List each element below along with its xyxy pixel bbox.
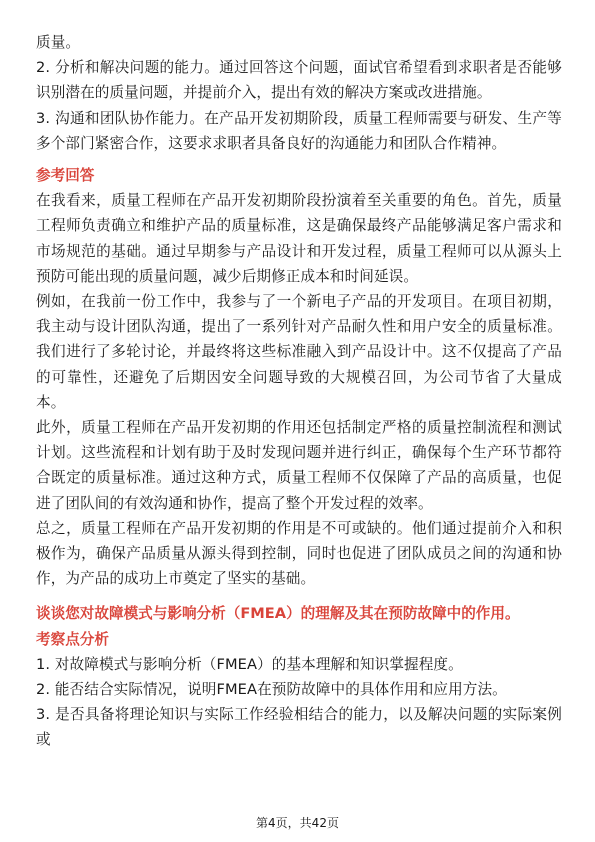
intro-line-1: 质量。 xyxy=(36,34,81,51)
analysis-point-2: 2. 能否结合实际情况，说明FMEA在预防故障中的具体作用和应用方法。 xyxy=(36,681,507,699)
reference-paragraph-1: 在我看来，质量工程师在产品开发初期阶段扮演着至关重要的角色。首先，质量工程师负责确立和维护产品的质量标准，这是确保最终产品能够满足客户需求和市场规范的基础。通过早期参与产品设计和开发过程，质量工程师可以从源头上预防可能出现的质量问题，减少后期修正成本和时间延误。 xyxy=(36,192,562,285)
reference-paragraph-4: 总之，质量工程师在产品开发初期的作用是不可或缺的。他们通过提前介入和积极作为，确保产品质量从源头得到控制，同时也促进了团队成员之间的沟通和协作，为产品的成功上市奠定了坚实的基础。 xyxy=(36,519,562,588)
question-title: 谈谈您对故障模式与影响分析（FMEA）的理解及其在预防故障中的作用。 xyxy=(36,605,520,623)
analysis-point-1: 1. 对故障模式与影响分析（FMEA）的基本理解和知识掌握程度。 xyxy=(36,655,463,673)
reference-paragraph-3: 此外，质量工程师在产品开发初期的作用还包括制定严格的质量控制流程和测试计划。这些流程和计划有助于及时发现问题并进行纠正，确保每个生产环节都符合既定的质量标准。通过这种方式，质量工程师不仅保障了产品的高质量，也促进了团队间的有效沟通和协作，提高了整个开发过程的效率。 xyxy=(36,419,562,512)
analysis-heading: 考察点分析 xyxy=(36,630,109,648)
reference-paragraph-2: 例如，在我前一份工作中，我参与了一个新电子产品的开发项目。在项目初期，我主动与设计团队沟通，提出了一系列针对产品耐久性和用户安全的质量标准。我们进行了多轮讨论，并最终将这些标准融入到产品设计中。这不仅提高了产品的可靠性，还避免了后期因安全问题导致的大规模召回，为公司节省了大量成本。 xyxy=(36,293,562,411)
intro-point-2: 2. 分析和解决问题的能力。通过回答这个问题，面试官希望看到求职者是否能够识别潜在的质量问题，并提前介入，提出有效的解决方案或改进措施。 xyxy=(36,59,562,102)
page-number: 第4页，共42页 xyxy=(256,816,339,830)
analysis-point-3: 3. 是否具备将理论知识与实际工作经验相结合的能力，以及解决问题的实际案例或 xyxy=(36,706,562,749)
intro-point-3: 3. 沟通和团队协作能力。在产品开发初期阶段，质量工程师需要与研发、生产等多个部门紧密合作，这要求求职者具备良好的沟通能力和团队合作精神。 xyxy=(36,109,562,152)
reference-answer-heading: 参考回答 xyxy=(36,167,95,185)
document-page xyxy=(36,30,562,753)
